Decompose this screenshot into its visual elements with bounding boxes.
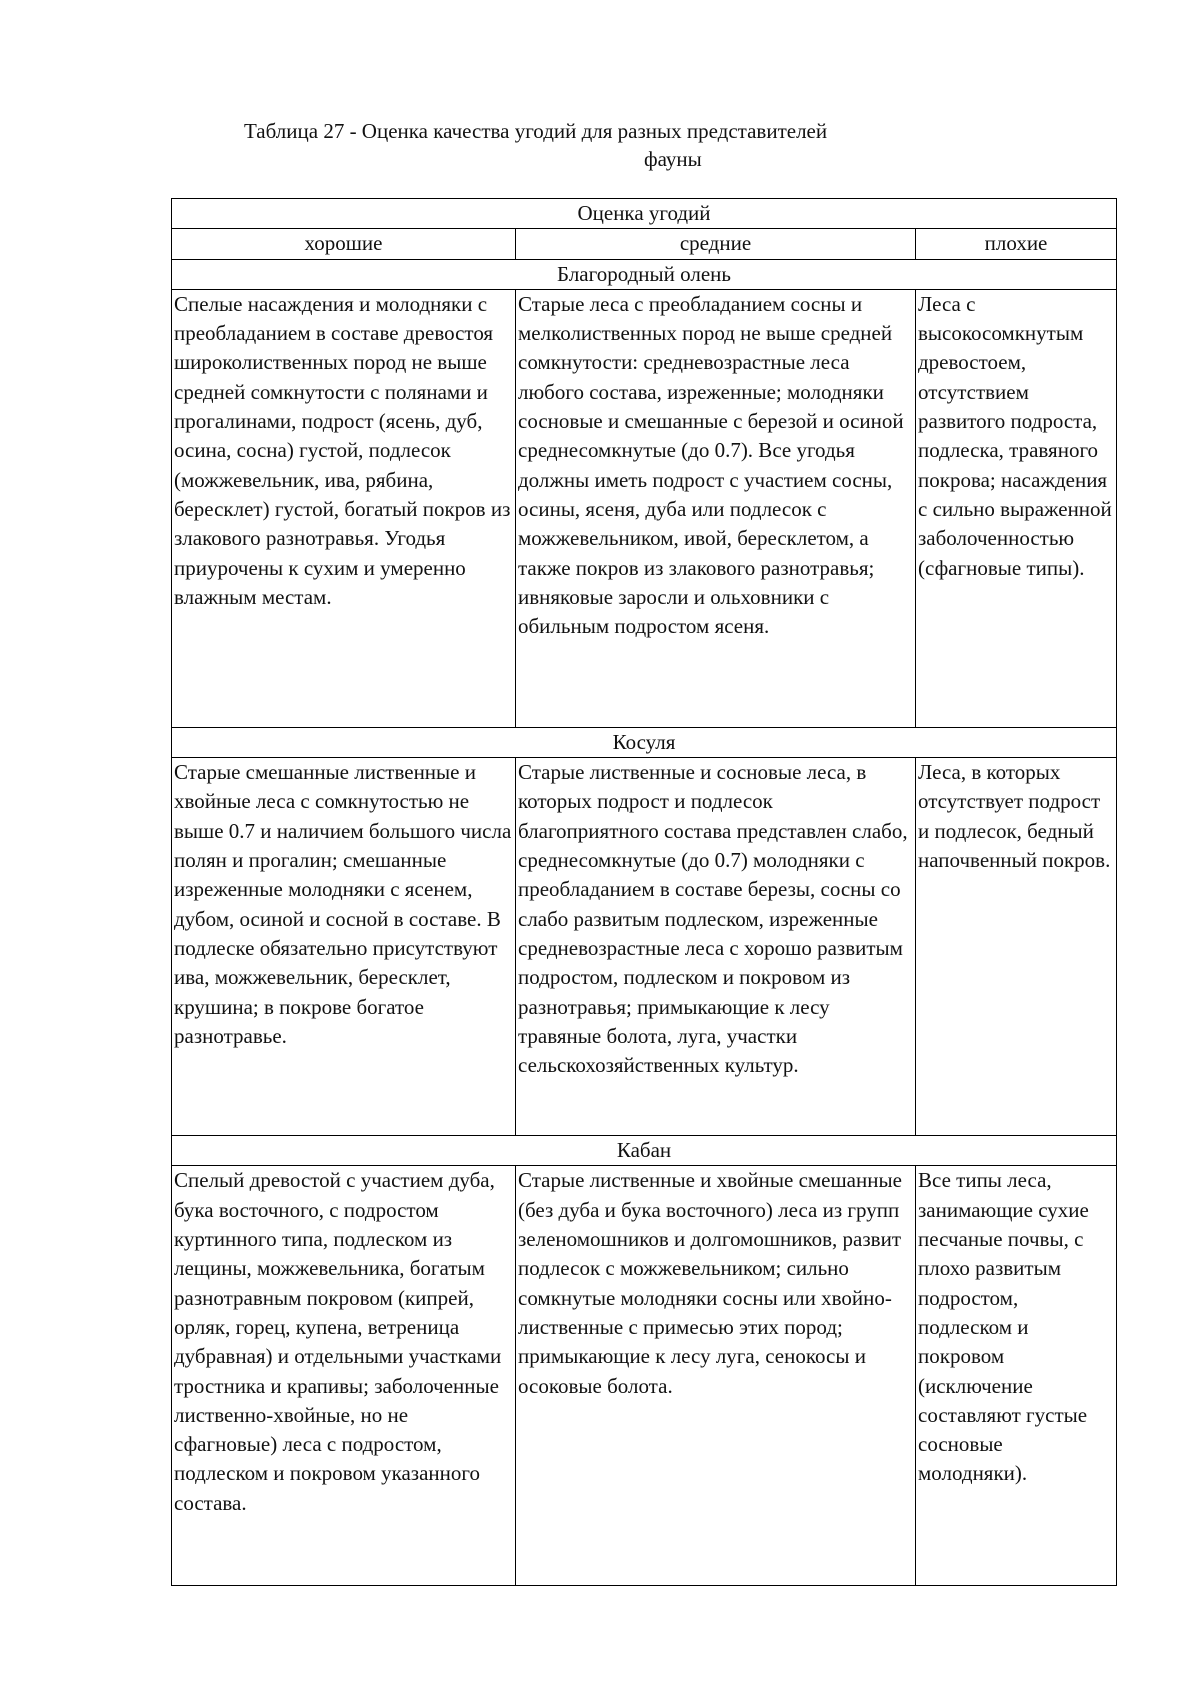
caption-line-2: фауны xyxy=(644,147,702,171)
cell-poor: Все типы леса, занимающие сухие песчаные почвы, с плохо развитым подростом, подлеском и покровом (исключение составляют густые сосновые молодняки). xyxy=(916,1166,1117,1586)
header-assessment: Оценка угодий xyxy=(172,199,1117,229)
section-title-roe-deer: Косуля xyxy=(172,727,1117,757)
column-header-good: хорошие xyxy=(172,229,516,259)
table-caption xyxy=(244,117,984,173)
column-header-row xyxy=(172,229,1117,259)
section-title-row xyxy=(172,1136,1117,1166)
section-title-row xyxy=(172,259,1117,289)
cell-medium: Старые лиственные и хвойные смешанные (без дуба и бука восточного) леса из групп зеленомошников и долгомошников, развит подлесок с можжевельником; сильно сомкнутые молодняки сосны или хвойно-лиственные с примесью этих пород; примыкающие к лесу луга, сенокосы и осоковые болота. xyxy=(516,1166,916,1586)
cell-poor: Леса с высокосомкнутым древостоем, отсутствием развитого подроста, подлеска, травяного покрова; насаждения с сильно выраженной заболоченностью (сфагновые типы). xyxy=(916,289,1117,727)
table-row xyxy=(172,289,1117,727)
table-row xyxy=(172,1166,1117,1586)
column-header-medium: средние xyxy=(516,229,916,259)
cell-good: Спелый древостой с участием дуба, бука восточного, с подростом куртинного типа, подлеском из лещины, можжевельника, богатым разнотравным покровом (кипрей, орляк, горец, купена, ветреница дубравная) и отдельными участками тростника и крапивы; заболоченные лиственно-хвойные, но не сфагновые) леса с подростом, подлеском и покровом указанного состава. xyxy=(172,1166,516,1586)
section-title-row xyxy=(172,727,1117,757)
table-header-row xyxy=(172,199,1117,229)
section-title-red-deer: Благородный олень xyxy=(172,259,1117,289)
cell-good: Старые смешанные лиственные и хвойные леса с сомкнутостью не выше 0.7 и наличием большого числа полян и прогалин; смешанные изреженные молодняки с ясенем, дубом, осиной и сосной в составе. В подлеске обязательно присутствуют ива, можжевельник, бересклет, крушина; в покрове богатое разнотравье. xyxy=(172,758,516,1136)
habitat-quality-table xyxy=(171,198,1117,1586)
column-header-poor: плохие xyxy=(916,229,1117,259)
cell-good: Спелые насаждения и молодняки с преобладанием в составе древостоя широколиственных пород не выше средней сомкнутости с полянами и прогалинами, подрост (ясень, дуб, осина, сосна) густой, подлесок (можжевельник, ива, рябина, бересклет) густой, богатый покров из злакового разнотравья. Угодья приурочены к сухим и умеренно влажным местам. xyxy=(172,289,516,727)
cell-poor: Леса, в которых отсутствует подрост и подлесок, бедный напочвенный покров. xyxy=(916,758,1117,1136)
cell-medium: Старые лиственные и сосновые леса, в которых подрост и подлесок благоприятного состава представлен слабо, среднесомкнутые (до 0.7) молодняки с преобладанием в составе березы, сосны со слабо развитым подлеском, изреженные средневозрастные леса с хорошо развитым подростом, подлеском и покровом из разнотравья; примыкающие к лесу травяные болота, луга, участки сельскохозяйственных культур. xyxy=(516,758,916,1136)
caption-line-1: Таблица 27 - Оценка качества угодий для разных представителей xyxy=(244,119,828,143)
cell-medium: Старые леса с преобладанием сосны и мелколиственных пород не выше средней сомкнутости: средневозрастные леса любого состава, изреженные; молодняки сосновые и смешанные с березой и осиной среднесомкнутые (до 0.7). Все угодья должны иметь подрост с участием сосны, осины, ясеня, дуба или подлесок с можжевельником, ивой, бересклетом, а также покров из злакового разнотравья; ивняковые заросли и ольховники с обильным подростом ясеня. xyxy=(516,289,916,727)
table-row xyxy=(172,758,1117,1136)
section-title-wild-boar: Кабан xyxy=(172,1136,1117,1166)
